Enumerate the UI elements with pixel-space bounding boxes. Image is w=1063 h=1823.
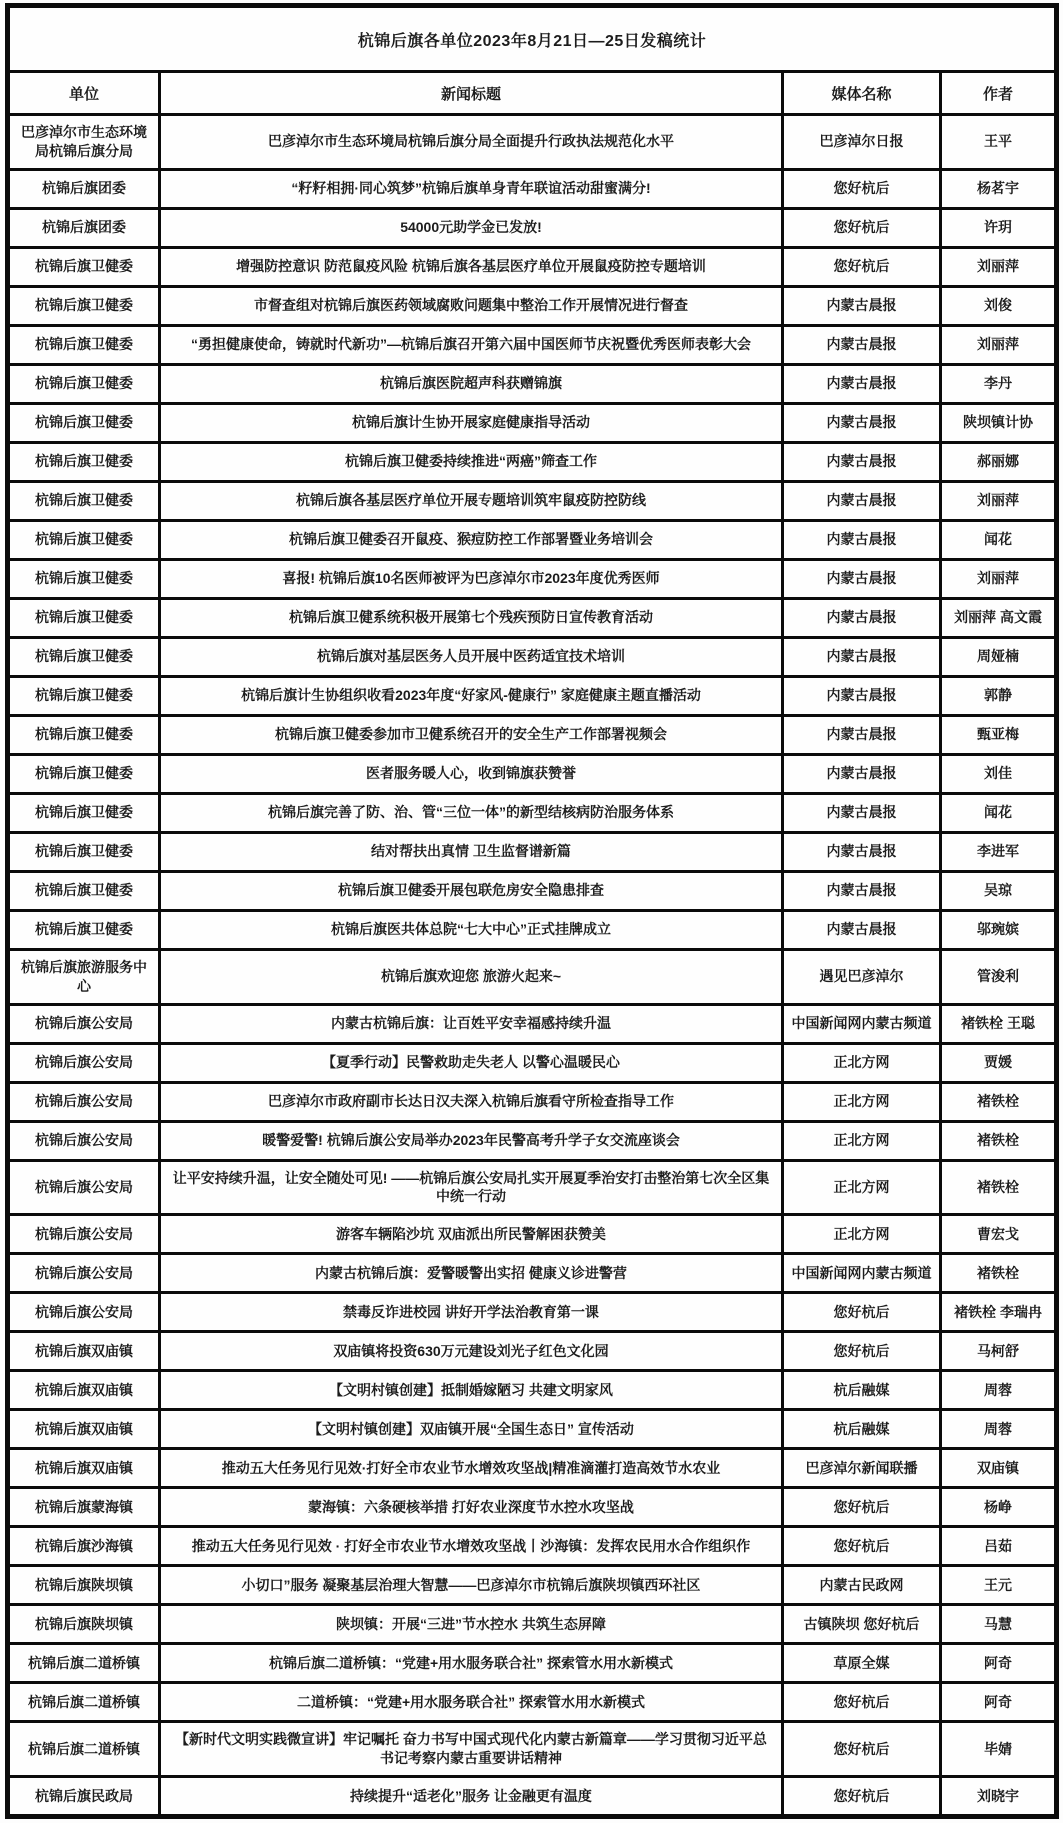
unit-cell: 杭锦后旗卫健委 [8,793,160,832]
unit-cell: 杭锦后旗卫健委 [8,715,160,754]
author-cell: 贾媛 [941,1043,1057,1082]
author-cell: 甄亚梅 [941,715,1057,754]
media-cell: 内蒙古晨报 [783,520,941,559]
table-row [8,793,1057,832]
media-cell: 内蒙古晨报 [783,715,941,754]
author-cell: 马柯舒 [941,1332,1057,1371]
author-cell: 王元 [941,1566,1057,1605]
author-cell: 杨峥 [941,1488,1057,1527]
media-cell: 古镇陕坝 您好杭后 [783,1605,941,1644]
table-row [8,325,1057,364]
table-row [8,403,1057,442]
table-row [8,871,1057,910]
unit-cell: 杭锦后旗卫健委 [8,403,160,442]
title-cell: 陕坝镇：开展“三进”节水控水 共筑生态屏障 [160,1605,783,1644]
title-cell: 杭锦后旗医共体总院“七大中心”正式挂牌成立 [160,910,783,949]
title-cell: 暖警爱警! 杭锦后旗公安局举办2023年民警高考升学子女交流座谈会 [160,1121,783,1160]
table-row [8,1293,1057,1332]
unit-cell: 杭锦后旗卫健委 [8,364,160,403]
table-row [8,1215,1057,1254]
table-row [8,1004,1057,1043]
table-row [8,832,1057,871]
author-cell: 刘晓宇 [941,1777,1057,1817]
media-cell: 巴彦淖尔新闻联播 [783,1449,941,1488]
media-cell: 正北方网 [783,1043,941,1082]
table-row [8,115,1057,170]
report-table-body [8,115,1057,1817]
title-cell: 禁毒反诈进校园 讲好开学法治教育第一课 [160,1293,783,1332]
media-cell: 您好杭后 [783,1722,941,1777]
unit-cell: 杭锦后旗卫健委 [8,871,160,910]
publication-stats-table [5,3,1059,1819]
author-cell: 王平 [941,115,1057,170]
unit-cell: 杭锦后旗公安局 [8,1160,160,1215]
table-row [8,598,1057,637]
title-cell: 【文明村镇创建】双庙镇开展“全国生态日” 宣传活动 [160,1410,783,1449]
author-cell: 褚铁栓 [941,1121,1057,1160]
media-cell: 中国新闻网内蒙古频道 [783,1254,941,1293]
unit-cell: 杭锦后旗双庙镇 [8,1332,160,1371]
unit-cell: 杭锦后旗卫健委 [8,910,160,949]
media-cell: 正北方网 [783,1215,941,1254]
table-row [8,715,1057,754]
media-cell: 正北方网 [783,1082,941,1121]
unit-cell: 杭锦后旗卫健委 [8,637,160,676]
table-row [8,1160,1057,1215]
media-cell: 巴彦淖尔日报 [783,115,941,170]
media-cell: 内蒙古晨报 [783,403,941,442]
title-cell: 杭锦后旗二道桥镇：“党建+用水服务联合社” 探索管水用水新模式 [160,1644,783,1683]
table-row [8,1449,1057,1488]
title-cell: “籽籽相拥·同心筑梦”杭锦后旗单身青年联谊活动甜蜜满分! [160,169,783,208]
author-cell: 刘丽萍 [941,325,1057,364]
table-row [8,1254,1057,1293]
table-row [8,169,1057,208]
unit-cell: 杭锦后旗公安局 [8,1004,160,1043]
media-cell: 您好杭后 [783,208,941,247]
media-cell: 内蒙古晨报 [783,325,941,364]
media-cell: 内蒙古晨报 [783,442,941,481]
unit-cell: 杭锦后旗卫健委 [8,481,160,520]
unit-cell: 杭锦后旗卫健委 [8,325,160,364]
title-cell: 杭锦后旗卫健系统积极开展第七个残疾预防日宣传教育活动 [160,598,783,637]
title-cell: 推动五大任务见行见效 · 打好全市农业节水增效攻坚战丨沙海镇：发挥农民用水合作组织作 [160,1527,783,1566]
title-cell: 内蒙古杭锦后旗：让百姓平安幸福感持续升温 [160,1004,783,1043]
author-cell: 刘俊 [941,286,1057,325]
title-cell: 杭锦后旗卫健委持续推进“两癌”筛查工作 [160,442,783,481]
author-cell: 杨茗宇 [941,169,1057,208]
unit-cell: 杭锦后旗公安局 [8,1293,160,1332]
unit-cell: 杭锦后旗陕坝镇 [8,1605,160,1644]
column-header-row [8,72,1057,115]
unit-cell: 杭锦后旗二道桥镇 [8,1722,160,1777]
unit-cell: 杭锦后旗团委 [8,169,160,208]
title-cell: 杭锦后旗卫健委召开鼠疫、猴痘防控工作部署暨业务培训会 [160,520,783,559]
media-cell: 内蒙古晨报 [783,286,941,325]
author-cell: 陕坝镇计协 [941,403,1057,442]
unit-cell: 杭锦后旗公安局 [8,1043,160,1082]
title-cell: 杭锦后旗计生协组织收看2023年度“好家风-健康行” 家庭健康主题直播活动 [160,676,783,715]
title-cell: 蒙海镇：六条硬核举措 打好农业深度节水控水攻坚战 [160,1488,783,1527]
media-cell: 您好杭后 [783,1293,941,1332]
table-row [8,910,1057,949]
table-row [8,247,1057,286]
unit-cell: 巴彦淖尔市生态环境局杭锦后旗分局 [8,115,160,170]
media-cell: 您好杭后 [783,1777,941,1817]
author-cell: 李丹 [941,364,1057,403]
title-cell: 杭锦后旗医院超声科获赠锦旗 [160,364,783,403]
author-cell: 周娅楠 [941,637,1057,676]
author-cell: 刘佳 [941,754,1057,793]
unit-cell: 杭锦后旗公安局 [8,1254,160,1293]
media-cell: 您好杭后 [783,1488,941,1527]
title-cell: 杭锦后旗计生协开展家庭健康指导活动 [160,403,783,442]
author-cell: 吴琼 [941,871,1057,910]
media-cell: 您好杭后 [783,247,941,286]
unit-cell: 杭锦后旗卫健委 [8,832,160,871]
table-row [8,1777,1057,1817]
author-cell: 阿奇 [941,1644,1057,1683]
media-cell: 中国新闻网内蒙古频道 [783,1004,941,1043]
unit-cell: 杭锦后旗陕坝镇 [8,1566,160,1605]
table-row [8,520,1057,559]
author-cell: 闻花 [941,520,1057,559]
table-row [8,559,1057,598]
table-row [8,1371,1057,1410]
table-row [8,1121,1057,1160]
table-row [8,754,1057,793]
table-row [8,208,1057,247]
title-cell: 游客车辆陷沙坑 双庙派出所民警解困获赞美 [160,1215,783,1254]
unit-cell: 杭锦后旗卫健委 [8,754,160,793]
column-header-media-name: 媒体名称 [783,72,941,115]
media-cell: 杭后融媒 [783,1410,941,1449]
author-cell: 刘丽萍 [941,559,1057,598]
title-cell: 杭锦后旗各基层医疗单位开展专题培训筑牢鼠疫防控防线 [160,481,783,520]
media-cell: 内蒙古晨报 [783,676,941,715]
author-cell: 褚铁栓 [941,1160,1057,1215]
table-row [8,1566,1057,1605]
author-cell: 褚铁栓 [941,1254,1057,1293]
title-cell: 【夏季行动】民警救助走失老人 以警心温暖民心 [160,1043,783,1082]
title-cell: 推动五大任务见行见效·打好全市农业节水增效攻坚战|精准滴灌打造高效节水农业 [160,1449,783,1488]
table-row [8,637,1057,676]
author-cell: 阿奇 [941,1683,1057,1722]
author-cell: 褚铁栓 王聪 [941,1004,1057,1043]
table-row [8,1722,1057,1777]
table-row [8,1332,1057,1371]
title-cell: 喜报! 杭锦后旗10名医师被评为巴彦淖尔市2023年度优秀医师 [160,559,783,598]
table-row [8,442,1057,481]
author-cell: 马慧 [941,1605,1057,1644]
author-cell: 邬琬嫔 [941,910,1057,949]
media-cell: 草原全媒 [783,1644,941,1683]
media-cell: 杭后融媒 [783,1371,941,1410]
author-cell: 褚铁栓 李瑞冉 [941,1293,1057,1332]
author-cell: 褚铁栓 [941,1082,1057,1121]
unit-cell: 杭锦后旗公安局 [8,1215,160,1254]
title-cell: 杭锦后旗对基层医务人员开展中医药适宜技术培训 [160,637,783,676]
table-row [8,1082,1057,1121]
title-cell: 【新时代文明实践微宣讲】牢记嘱托 奋力书写中国式现代化内蒙古新篇章——学习贯彻习近平总书记考察内蒙古重要讲话精神 [160,1722,783,1777]
media-cell: 内蒙古民政网 [783,1566,941,1605]
author-cell: 管浚利 [941,949,1057,1004]
media-cell: 内蒙古晨报 [783,910,941,949]
unit-cell: 杭锦后旗蒙海镇 [8,1488,160,1527]
unit-cell: 杭锦后旗沙海镇 [8,1527,160,1566]
title-cell: 杭锦后旗完善了防、治、管“三位一体”的新型结核病防治服务体系 [160,793,783,832]
media-cell: 正北方网 [783,1160,941,1215]
table-row [8,1605,1057,1644]
unit-cell: 杭锦后旗双庙镇 [8,1371,160,1410]
media-cell: 您好杭后 [783,1332,941,1371]
author-cell: 曹宏戈 [941,1215,1057,1254]
title-cell: 小切口”服务 凝聚基层治理大智慧——巴彦淖尔市杭锦后旗陕坝镇西环社区 [160,1566,783,1605]
title-cell: 增强防控意识 防范鼠疫风险 杭锦后旗各基层医疗单位开展鼠疫防控专题培训 [160,247,783,286]
table-row [8,1644,1057,1683]
unit-cell: 杭锦后旗卫健委 [8,247,160,286]
table-row [8,1527,1057,1566]
title-cell: 54000元助学金已发放! [160,208,783,247]
table-row [8,676,1057,715]
unit-cell: 杭锦后旗卫健委 [8,442,160,481]
title-cell: 杭锦后旗欢迎您 旅游火起来~ [160,949,783,1004]
author-cell: 刘丽萍 高文霞 [941,598,1057,637]
author-cell: 周蓉 [941,1410,1057,1449]
unit-cell: 杭锦后旗二道桥镇 [8,1644,160,1683]
media-cell: 内蒙古晨报 [783,871,941,910]
author-cell: 刘丽萍 [941,247,1057,286]
media-cell: 内蒙古晨报 [783,559,941,598]
author-cell: 吕茹 [941,1527,1057,1566]
unit-cell: 杭锦后旗卫健委 [8,559,160,598]
unit-cell: 杭锦后旗团委 [8,208,160,247]
title-cell: 让平安持续升温，让安全随处可见! ——杭锦后旗公安局扎实开展夏季治安打击整治第七次全区集中统一行动 [160,1160,783,1215]
title-cell: 持续提升“适老化”服务 让金融更有温度 [160,1777,783,1817]
author-cell: 许玥 [941,208,1057,247]
author-cell: 毕婧 [941,1722,1057,1777]
unit-cell: 杭锦后旗公安局 [8,1082,160,1121]
title-cell: “勇担健康使命，铸就时代新功”—杭锦后旗召开第六届中国医师节庆祝暨优秀医师表彰大会 [160,325,783,364]
title-cell: 医者服务暖人心，收到锦旗获赞誉 [160,754,783,793]
unit-cell: 杭锦后旗民政局 [8,1777,160,1817]
author-cell: 李进军 [941,832,1057,871]
table-row [8,1683,1057,1722]
media-cell: 正北方网 [783,1121,941,1160]
table-row [8,364,1057,403]
media-cell: 内蒙古晨报 [783,598,941,637]
author-cell: 双庙镇 [941,1449,1057,1488]
table-row [8,1488,1057,1527]
column-header-unit: 单位 [8,72,160,115]
media-cell: 内蒙古晨报 [783,754,941,793]
media-cell: 您好杭后 [783,169,941,208]
author-cell: 周蓉 [941,1371,1057,1410]
unit-cell: 杭锦后旗双庙镇 [8,1449,160,1488]
table-row [8,949,1057,1004]
unit-cell: 杭锦后旗二道桥镇 [8,1683,160,1722]
media-cell: 您好杭后 [783,1527,941,1566]
media-cell: 内蒙古晨报 [783,637,941,676]
title-cell: 【文明村镇创建】抵制婚嫁陋习 共建文明家风 [160,1371,783,1410]
column-header-author: 作者 [941,72,1057,115]
unit-cell: 杭锦后旗旅游服务中心 [8,949,160,1004]
title-cell: 巴彦淖尔市生态环境局杭锦后旗分局全面提升行政执法规范化水平 [160,115,783,170]
title-cell: 内蒙古杭锦后旗：爱警暖警出实招 健康义诊进警营 [160,1254,783,1293]
title-cell: 巴彦淖尔市政府副市长达日汉夫深入杭锦后旗看守所检查指导工作 [160,1082,783,1121]
unit-cell: 杭锦后旗双庙镇 [8,1410,160,1449]
author-cell: 刘丽萍 [941,481,1057,520]
unit-cell: 杭锦后旗卫健委 [8,286,160,325]
author-cell: 郭静 [941,676,1057,715]
author-cell: 闻花 [941,793,1057,832]
media-cell: 您好杭后 [783,1683,941,1722]
title-cell: 二道桥镇：“党建+用水服务联合社” 探索管水用水新模式 [160,1683,783,1722]
author-cell: 郝丽娜 [941,442,1057,481]
table-row [8,286,1057,325]
unit-cell: 杭锦后旗卫健委 [8,598,160,637]
media-cell: 遇见巴彦淖尔 [783,949,941,1004]
title-cell: 结对帮扶出真情 卫生监督谱新篇 [160,832,783,871]
title-cell: 市督查组对杭锦后旗医药领域腐败问题集中整治工作开展情况进行督查 [160,286,783,325]
report-title: 杭锦后旗各单位2023年8月21日—25日发稿统计 [8,6,1057,72]
unit-cell: 杭锦后旗公安局 [8,1121,160,1160]
title-cell: 杭锦后旗卫健委开展包联危房安全隐患排查 [160,871,783,910]
title-row [8,6,1057,72]
media-cell: 内蒙古晨报 [783,364,941,403]
unit-cell: 杭锦后旗卫健委 [8,676,160,715]
media-cell: 内蒙古晨报 [783,832,941,871]
unit-cell: 杭锦后旗卫健委 [8,520,160,559]
media-cell: 内蒙古晨报 [783,793,941,832]
table-row [8,1410,1057,1449]
title-cell: 杭锦后旗卫健委参加市卫健系统召开的安全生产工作部署视频会 [160,715,783,754]
column-header-news-title: 新闻标题 [160,72,783,115]
media-cell: 内蒙古晨报 [783,481,941,520]
table-row [8,481,1057,520]
title-cell: 双庙镇将投资630万元建设刘光子红色文化园 [160,1332,783,1371]
table-row [8,1043,1057,1082]
